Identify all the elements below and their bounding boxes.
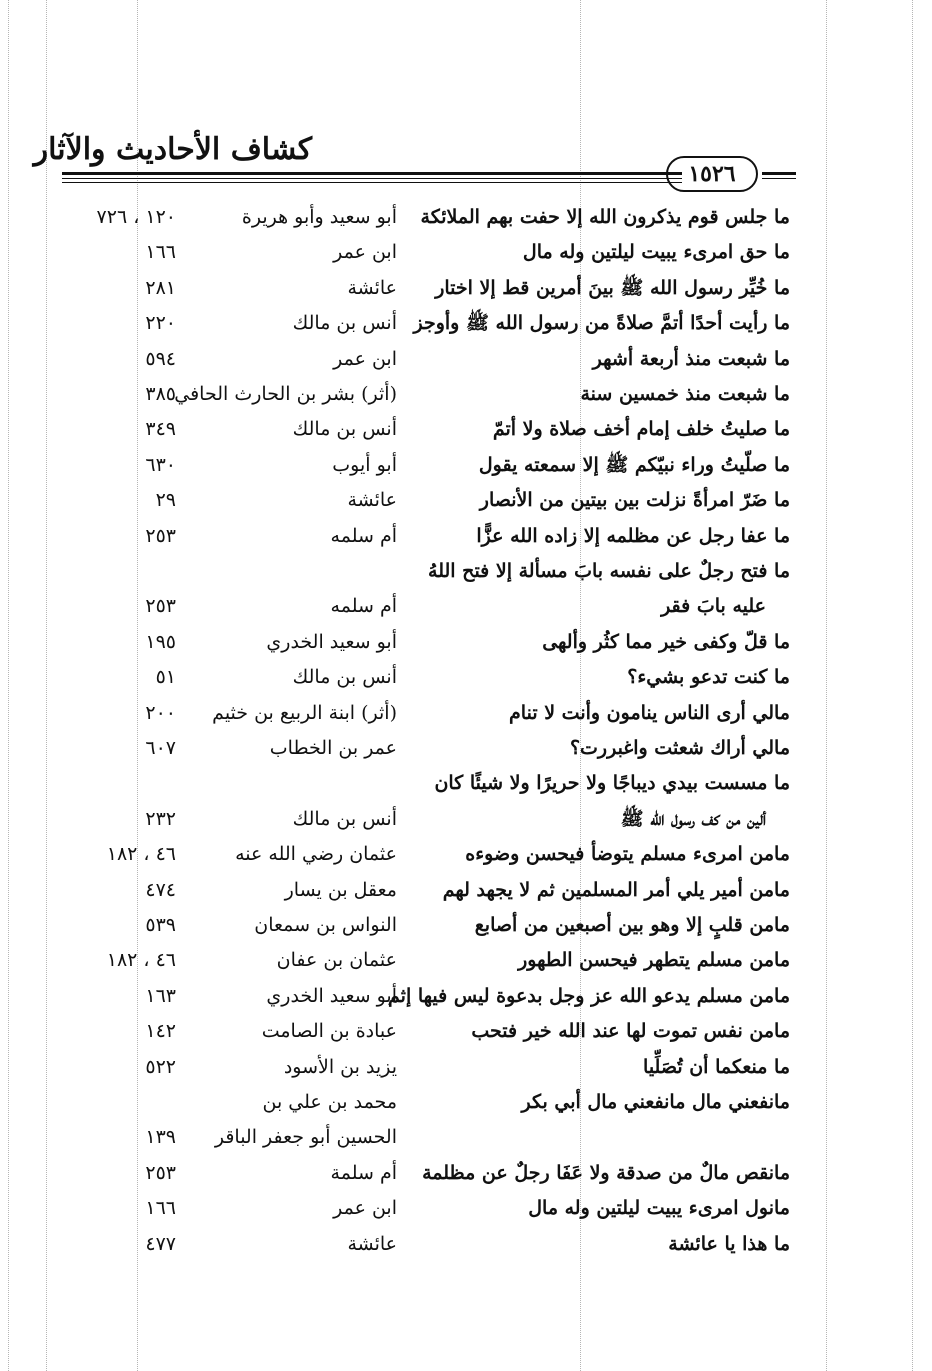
hadith-text: ما شبعت منذ خمسين سنة <box>580 383 790 405</box>
narrator-name: أبو أيوب <box>332 454 397 476</box>
narrator-name: أم سلمة <box>330 1162 397 1184</box>
narrator-name: عثمان بن عفان <box>276 949 397 971</box>
hadith-text: ما شبعت منذ أربعة أشهر <box>592 348 790 370</box>
hadith-text: ما كنت تدعو بشيء؟ <box>627 666 790 688</box>
narrator-name: عمر بن الخطاب <box>269 737 397 759</box>
page-reference: ٣٤٩ <box>145 418 176 440</box>
narrator-name: عثمان رضي الله عنه <box>235 843 397 865</box>
page-reference: ٢٢٠ <box>145 312 176 334</box>
hadith-text: ما حق امرىء يبيت ليلتين وله مال <box>522 241 790 263</box>
narrator-name: أنس بن مالك <box>292 418 397 440</box>
header-rule <box>762 172 796 175</box>
narrator-name: الحسين أبو جعفر الباقر <box>214 1126 397 1148</box>
page-reference: ٢٥٣ <box>145 525 176 547</box>
index-entry <box>60 200 790 234</box>
page-reference: ١٣٩ <box>145 1126 176 1148</box>
page-reference: ٤٦ ، ١٨٢ <box>106 843 176 865</box>
page-reference: ٢٩ <box>155 489 176 511</box>
narrator-name: أبو سعيد وأبو هريرة <box>241 206 397 228</box>
hadith-text: مالي أراك شعثت واغبررت؟ <box>569 737 790 759</box>
index-entry <box>60 519 790 553</box>
index-entry <box>60 837 790 871</box>
index-entry <box>60 589 790 623</box>
page-reference: ١٦٦ <box>145 1197 176 1219</box>
index-entry <box>60 943 790 977</box>
hadith-text: ما مسست بيدي ديباجًا ولا حريرًا ولا شيئًا كان <box>434 772 790 794</box>
index-entry <box>60 1191 790 1225</box>
index-entry <box>60 448 790 482</box>
narrator-name: عبادة بن الصامت <box>261 1020 397 1042</box>
page-reference: ٦٣٠ <box>145 454 176 476</box>
index-entry <box>60 1156 790 1190</box>
hadith-text: مامن قلبٍ إلا وهو بين أصبعين من أصابع <box>474 914 790 936</box>
hadith-text: ما صليتُ خلف إمام أخف صلاة ولا أتمّ <box>492 418 790 440</box>
page-reference: ١٢٠ ، ٧٢٦ <box>96 206 176 228</box>
index-entry <box>60 1227 790 1261</box>
narrator-name: أم سلمه <box>330 525 397 547</box>
page-reference: ٢٣٢ <box>145 808 176 830</box>
hadith-text: مانقص مالٌ من صدقة ولا عَفَا رجلٌ عن مظلمة <box>422 1162 790 1184</box>
hadith-text: ما قلّ وكفى خير مما كثُر وألهى <box>542 631 790 653</box>
narrator-name: عائشة <box>347 1233 397 1255</box>
scan-line <box>826 0 827 1371</box>
narrator-name: ابن عمر <box>333 348 397 370</box>
index-entry <box>60 802 790 836</box>
page-number-badge: ١٥٢٦ <box>666 156 758 192</box>
page-reference: ٤٧٤ <box>145 879 176 901</box>
hadith-text: عليه بابَ فقر <box>661 595 766 617</box>
hadith-text: ما خُيِّر رسول الله ﷺ بينَ أمرين قط إلا اختار <box>435 277 790 299</box>
hadith-text: ما رأيت أحدًا أتمَّ صلاةً من رسول الله ﷺ وأوجز <box>413 312 790 334</box>
page-reference: ٢٥٣ <box>145 1162 176 1184</box>
hadith-text: مامن امرىء مسلم يتوضأ فيحسن وضوءه <box>465 843 790 865</box>
hadith-text: مالي أرى الناس ينامون وأنت لا تنام <box>509 702 790 724</box>
narrator-name: أم سلمه <box>330 595 397 617</box>
hadith-text: مامن مسلم يتطهر فيحسن الطهور <box>518 949 790 971</box>
page-reference: ٥٣٩ <box>145 914 176 936</box>
scan-line <box>46 0 47 1371</box>
page-reference: ١٦٦ <box>145 241 176 263</box>
hadith-text: ما فتح رجلٌ على نفسه بابَ مسألة إلا فتح اللهُ <box>428 560 790 582</box>
hadith-text: ما ضَرّ امرأةً نزلت بين بيتين من الأنصار <box>479 489 790 511</box>
narrator-name: معقل بن يسار <box>284 879 397 901</box>
narrator-name: عائشة <box>347 489 397 511</box>
page-title: كشاف الأحاديث والآثار <box>33 132 312 167</box>
index-entry <box>60 1050 790 1084</box>
index-entry <box>60 660 790 694</box>
hadith-text: ما هذا يا عائشة <box>668 1233 790 1255</box>
page-reference: ١٤٢ <box>145 1020 176 1042</box>
hadith-text: ألين من كف رسول الله ﷺ <box>620 808 766 830</box>
narrator-name: محمد بن علي بن <box>262 1091 397 1113</box>
index-entry <box>60 766 790 800</box>
hadith-text: مانفعني مال مانفعني مال أبي بكر <box>521 1091 790 1113</box>
hadith-text: مامن نفس تموت لها عند الله خير فتحب <box>471 1020 790 1042</box>
page-reference: ٥٩٤ <box>145 348 176 370</box>
index-entry <box>60 271 790 305</box>
page-reference: ٣٨٥ <box>145 383 176 405</box>
page-reference: ١٩٥ <box>145 631 176 653</box>
narrator-name: أنس بن مالك <box>292 808 397 830</box>
index-entry <box>60 342 790 376</box>
index-entry <box>60 377 790 411</box>
narrator-name: (أثر) بشر بن الحارث الحافي <box>174 383 397 405</box>
page-reference: ٤٧٧ <box>145 1233 176 1255</box>
index-entry <box>60 554 790 588</box>
page-reference: ٢٠٠ <box>145 702 176 724</box>
page-reference: ٢٥٣ <box>145 595 176 617</box>
hadith-text: مامن مسلم يدعو الله عز وجل بدعوة ليس فيها إثم <box>388 985 790 1007</box>
page-reference: ٢٨١ <box>145 277 176 299</box>
index-entry <box>60 731 790 765</box>
narrator-name: النواس بن سمعان <box>254 914 397 936</box>
header-rule <box>62 182 682 183</box>
index-entry <box>60 483 790 517</box>
index-entry <box>60 235 790 269</box>
hadith-text: ما منعكما أن تُصَلِّيا <box>643 1056 790 1078</box>
narrator-name: أنس بن مالك <box>292 666 397 688</box>
scan-line <box>8 0 9 1371</box>
header-rule <box>762 178 796 179</box>
hadith-text: ما عفا رجل عن مظلمه إلا زاده الله عزًّا <box>476 525 790 547</box>
narrator-name: عائشة <box>347 277 397 299</box>
index-entry <box>60 412 790 446</box>
narrator-name: أبو سعيد الخدري <box>266 985 397 1007</box>
narrator-name: أنس بن مالك <box>292 312 397 334</box>
index-entry <box>60 696 790 730</box>
header-rule <box>62 172 682 175</box>
hadith-text: ما جلس قوم يذكرون الله إلا حفت بهم الملائكة <box>420 206 790 228</box>
page-reference: ٥١ <box>155 666 176 688</box>
page-reference: ٦٠٧ <box>145 737 176 759</box>
header-rule <box>62 178 682 179</box>
hadith-text: ما صلّيتُ وراء نبيّكم ﷺ إلا سمعته يقول <box>478 454 790 476</box>
narrator-name: ابن عمر <box>333 1197 397 1219</box>
scan-line <box>912 0 913 1371</box>
page-reference: ١٦٣ <box>145 985 176 1007</box>
index-entry <box>60 979 790 1013</box>
hadith-text: مامن أمير يلي أمر المسلمين ثم لا يجهد لهم <box>442 879 790 901</box>
hadith-text: مانول امرىء يبيت ليلتين وله مال <box>528 1197 790 1219</box>
index-entry <box>60 1014 790 1048</box>
narrator-name: (أثر) ابنة الربيع بن خثيم <box>212 702 397 724</box>
index-entry <box>60 625 790 659</box>
index-entry <box>60 1120 790 1154</box>
page-reference: ٤٦ ، ١٨٢ <box>106 949 176 971</box>
narrator-name: يزيد بن الأسود <box>283 1056 397 1078</box>
index-entry <box>60 908 790 942</box>
index-entry <box>60 1085 790 1119</box>
narrator-name: ابن عمر <box>333 241 397 263</box>
narrator-name: أبو سعيد الخدري <box>266 631 397 653</box>
index-entry <box>60 306 790 340</box>
page-reference: ٥٢٢ <box>145 1056 176 1078</box>
index-entry <box>60 873 790 907</box>
